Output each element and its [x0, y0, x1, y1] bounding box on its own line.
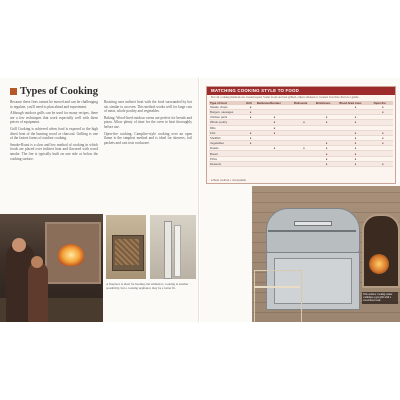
method-cell: ●	[315, 115, 338, 120]
food-type-cell: Burgers, sausages	[209, 109, 245, 114]
food-type-cell: Whole poultry	[209, 120, 245, 125]
method-cell: ●	[256, 120, 293, 125]
column-header: Grill	[245, 101, 256, 105]
method-cell: ●	[338, 146, 372, 151]
table-legend: ● Best method ◐ Acceptable	[211, 178, 247, 182]
text-column-2	[104, 100, 192, 218]
food-type-cell: Ribs	[209, 125, 245, 130]
method-cell: ●	[373, 161, 393, 166]
method-cell: ●	[338, 161, 372, 166]
paragraph: Although outdoor grills can be used for many recipes, there are a few techniques that work especially well with these pieces of equipment.	[10, 111, 98, 125]
table-row	[209, 161, 393, 166]
method-cell: ●	[373, 130, 393, 135]
food-type-cell: Desserts	[209, 161, 245, 166]
food-type-cell: Shellfish	[209, 135, 245, 140]
tools-photo	[150, 215, 196, 279]
paragraph: Because these fires cannot be moved and can be challenging to regulate, you'll need to plan ahead and experiment.	[10, 100, 98, 109]
cart-shelf-shape	[254, 286, 300, 288]
heading-bullet-icon	[10, 88, 17, 95]
food-type-cell: Vegetables	[209, 141, 245, 146]
method-cell: ●	[256, 125, 293, 130]
section-heading	[10, 86, 98, 97]
method-cell	[293, 161, 315, 166]
method-cell: ●	[256, 130, 293, 135]
food-type-cell: Roasts	[209, 146, 245, 151]
method-cell: ●	[245, 130, 256, 135]
book-spread	[0, 78, 400, 322]
photo-caption: A fireplace is ideal for heating and ambience; cooking is another possibility, but a cooking appliance may be a better fit.	[106, 282, 189, 290]
method-cell: ●	[315, 120, 338, 125]
grill-handle-shape	[294, 221, 332, 226]
method-cell: ●	[338, 120, 372, 125]
column-header: Open fire	[373, 101, 393, 105]
method-cell: ●	[315, 156, 338, 161]
method-cell: ●	[338, 135, 372, 140]
method-cell: ●	[338, 156, 372, 161]
method-cell: ●	[338, 141, 372, 146]
method-cell: ●	[338, 151, 372, 156]
method-cell: ●	[373, 135, 393, 140]
food-type-cell: Steaks, chops	[209, 105, 245, 110]
food-type-cell: Pizza	[209, 156, 245, 161]
left-page	[0, 78, 199, 322]
method-cell: ●	[315, 146, 338, 151]
method-cell: ●	[315, 161, 338, 166]
right-page	[200, 78, 400, 322]
method-cell: ●	[338, 115, 372, 120]
cart-shape	[254, 270, 302, 322]
face-shape	[12, 238, 26, 252]
food-type-cell: Fish	[209, 130, 245, 135]
method-cell: ●	[245, 105, 256, 110]
paragraph: Grill Cooking is achieved when food is exposed to the high direct heat of the burning wood or charcoal. Grilling is one of the fastest forms of outdoor cooking.	[10, 126, 98, 141]
rod-shape	[174, 225, 181, 277]
food-type-cell: Bread	[209, 151, 245, 156]
chips-shape	[115, 239, 139, 265]
photo-caption: This outdoor cooking center combines a gas grill with a wood-fired oven.	[362, 292, 398, 304]
person-shape	[28, 262, 48, 322]
paragraph: Baking: Wood-fired outdoor ovens are perfect for breads and pizza. Allow plenty of time for the oven to heat thoroughly before use.	[104, 115, 192, 129]
cooking-style-table-card	[206, 86, 396, 184]
method-cell: ●	[256, 115, 293, 120]
method-cell: ●	[256, 146, 293, 151]
method-cell: ●	[338, 130, 372, 135]
column-header: Type of food	[209, 101, 245, 105]
table-intro: Not all cooking methods are created equal. Some foods are best grilled, others smoked or roasted. Use this chart as a guide.	[211, 95, 360, 99]
table-body	[209, 105, 393, 167]
paragraph: Open-fire cooking: Campfire-style cooking over an open flame is the simplest method and is ideal for skewers, foil packets and cast iron cookware.	[104, 131, 192, 145]
rod-shape	[164, 221, 172, 279]
method-cell: ●	[373, 141, 393, 146]
oven-arch-shape	[362, 214, 400, 288]
fireplace-photo	[0, 214, 103, 322]
paragraph: Smoke-Roast is a slow and low method of cooking in which foods are placed over indirect heat and flavored with wood smoke. The fire is typically built on one side or below the cooking surface.	[10, 142, 98, 161]
flame-shape	[58, 244, 84, 266]
food-type-cell: Chicken parts	[209, 115, 245, 120]
text-column-1	[10, 100, 98, 218]
method-cell: ●	[338, 105, 372, 110]
outdoor-kitchen-photo	[252, 186, 400, 322]
method-cell: ●	[245, 109, 256, 114]
method-cell: ●	[315, 141, 338, 146]
oven-fire-shape	[369, 254, 389, 274]
method-cell: ●	[373, 109, 393, 114]
method-cell: ●	[245, 115, 256, 120]
cooking-style-table	[209, 101, 393, 167]
method-cell	[245, 161, 256, 166]
heading-text: Types of Cooking	[20, 86, 98, 97]
method-cell: ●	[373, 105, 393, 110]
table-title: MATCHING COOKING STYLE TO FOOD	[207, 87, 395, 95]
column-header: Wood-fired oven	[338, 101, 372, 105]
lid-line-shape	[268, 230, 356, 232]
method-cell	[256, 161, 293, 166]
face-shape	[31, 256, 43, 268]
method-cell: ●	[315, 151, 338, 156]
text-columns	[10, 100, 192, 218]
wood-chips-photo	[106, 215, 146, 279]
method-cell: ●	[245, 141, 256, 146]
method-cell: ●	[245, 135, 256, 140]
column-header: Brick/oven	[315, 101, 338, 105]
method-cell: ●	[293, 120, 315, 125]
column-header: Barbecue/Smoker	[256, 101, 293, 105]
method-cell: ●	[293, 146, 315, 151]
column-header: Rotisserie	[293, 101, 315, 105]
paragraph: Roasting uses indirect heat with the food surrounded by hot air, similar to an oven. This method works well for large cuts of meat, whole poultry and vegetables.	[104, 100, 192, 114]
